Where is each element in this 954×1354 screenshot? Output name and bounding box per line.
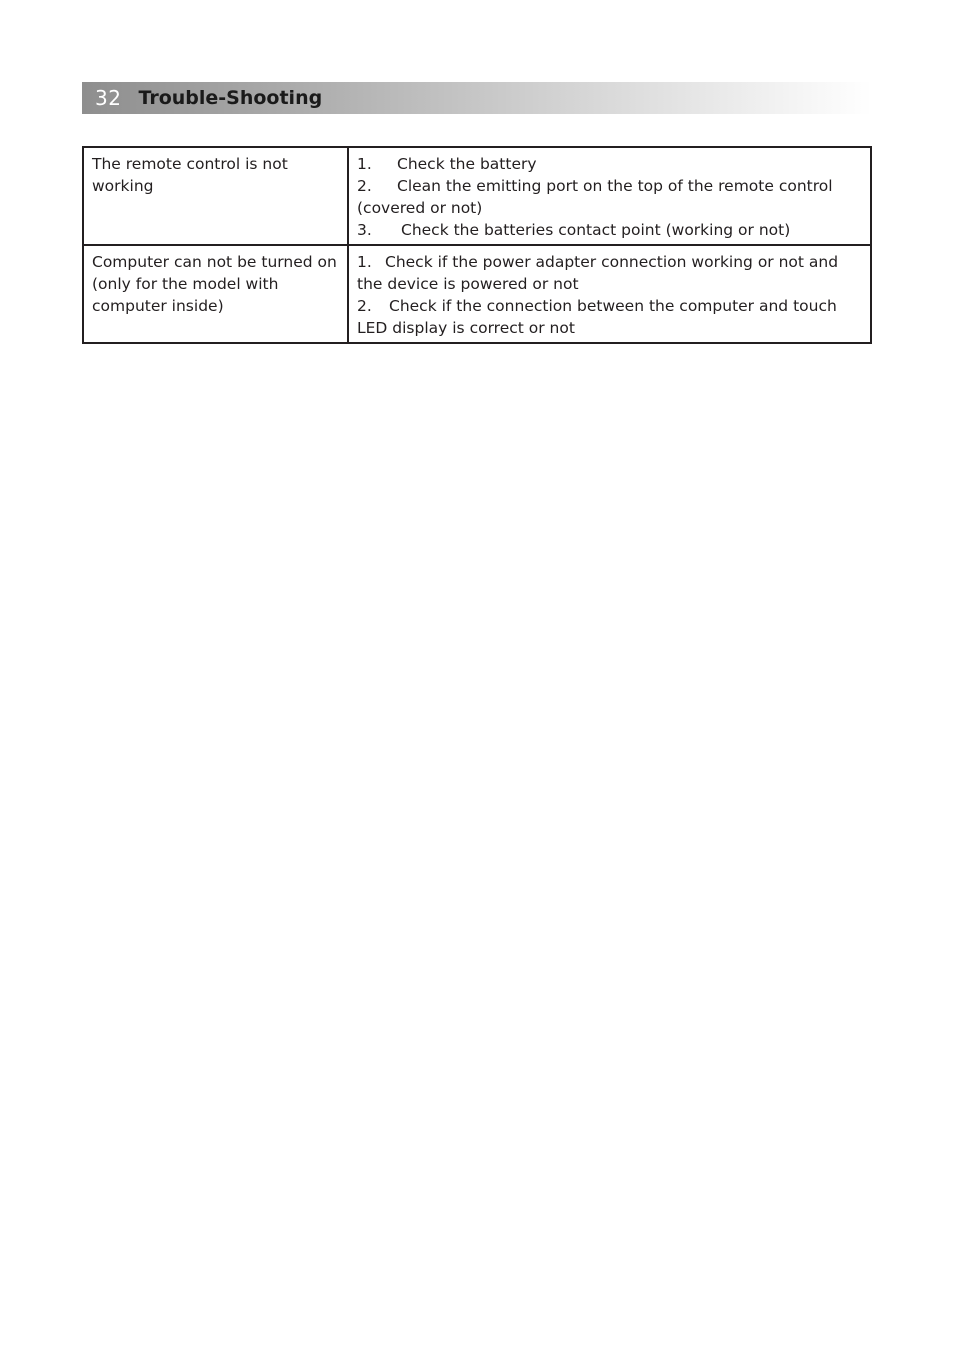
solution-cell (348, 147, 871, 245)
solution-text: Clean the emitting port on the top of the remote control (covered or not) (357, 177, 833, 217)
problem-text: The remote control is not working (92, 155, 288, 195)
page-number: 32 (95, 86, 122, 110)
troubleshooting-table (82, 146, 872, 344)
solution-text: Check if the connection between the computer and touch LED display is correct or not (357, 297, 837, 337)
solution-item (357, 175, 862, 219)
solution-number: 2. (357, 177, 372, 195)
solution-text: Check if the power adapter connection working or not and the device is powered or not (357, 253, 839, 293)
solution-number: 1. (357, 155, 372, 173)
solution-number: 3. (357, 221, 372, 239)
solution-text: Check the battery (397, 155, 537, 173)
solution-cell (348, 245, 871, 343)
section-header-band (82, 82, 872, 114)
solution-item (357, 295, 862, 339)
solution-number: 1. (357, 253, 372, 271)
problem-cell (83, 147, 348, 245)
solution-item (357, 153, 862, 175)
problem-text: Computer can not be turned on (only for the model with computer inside) (92, 253, 337, 315)
table-row (83, 245, 871, 343)
table-row (83, 147, 871, 245)
solution-item (357, 219, 862, 241)
solution-item (357, 251, 862, 295)
problem-cell (83, 245, 348, 343)
solution-number: 2. (357, 297, 372, 315)
solution-text: Check the batteries contact point (working or not) (401, 221, 791, 239)
section-title: Trouble-Shooting (138, 87, 323, 109)
